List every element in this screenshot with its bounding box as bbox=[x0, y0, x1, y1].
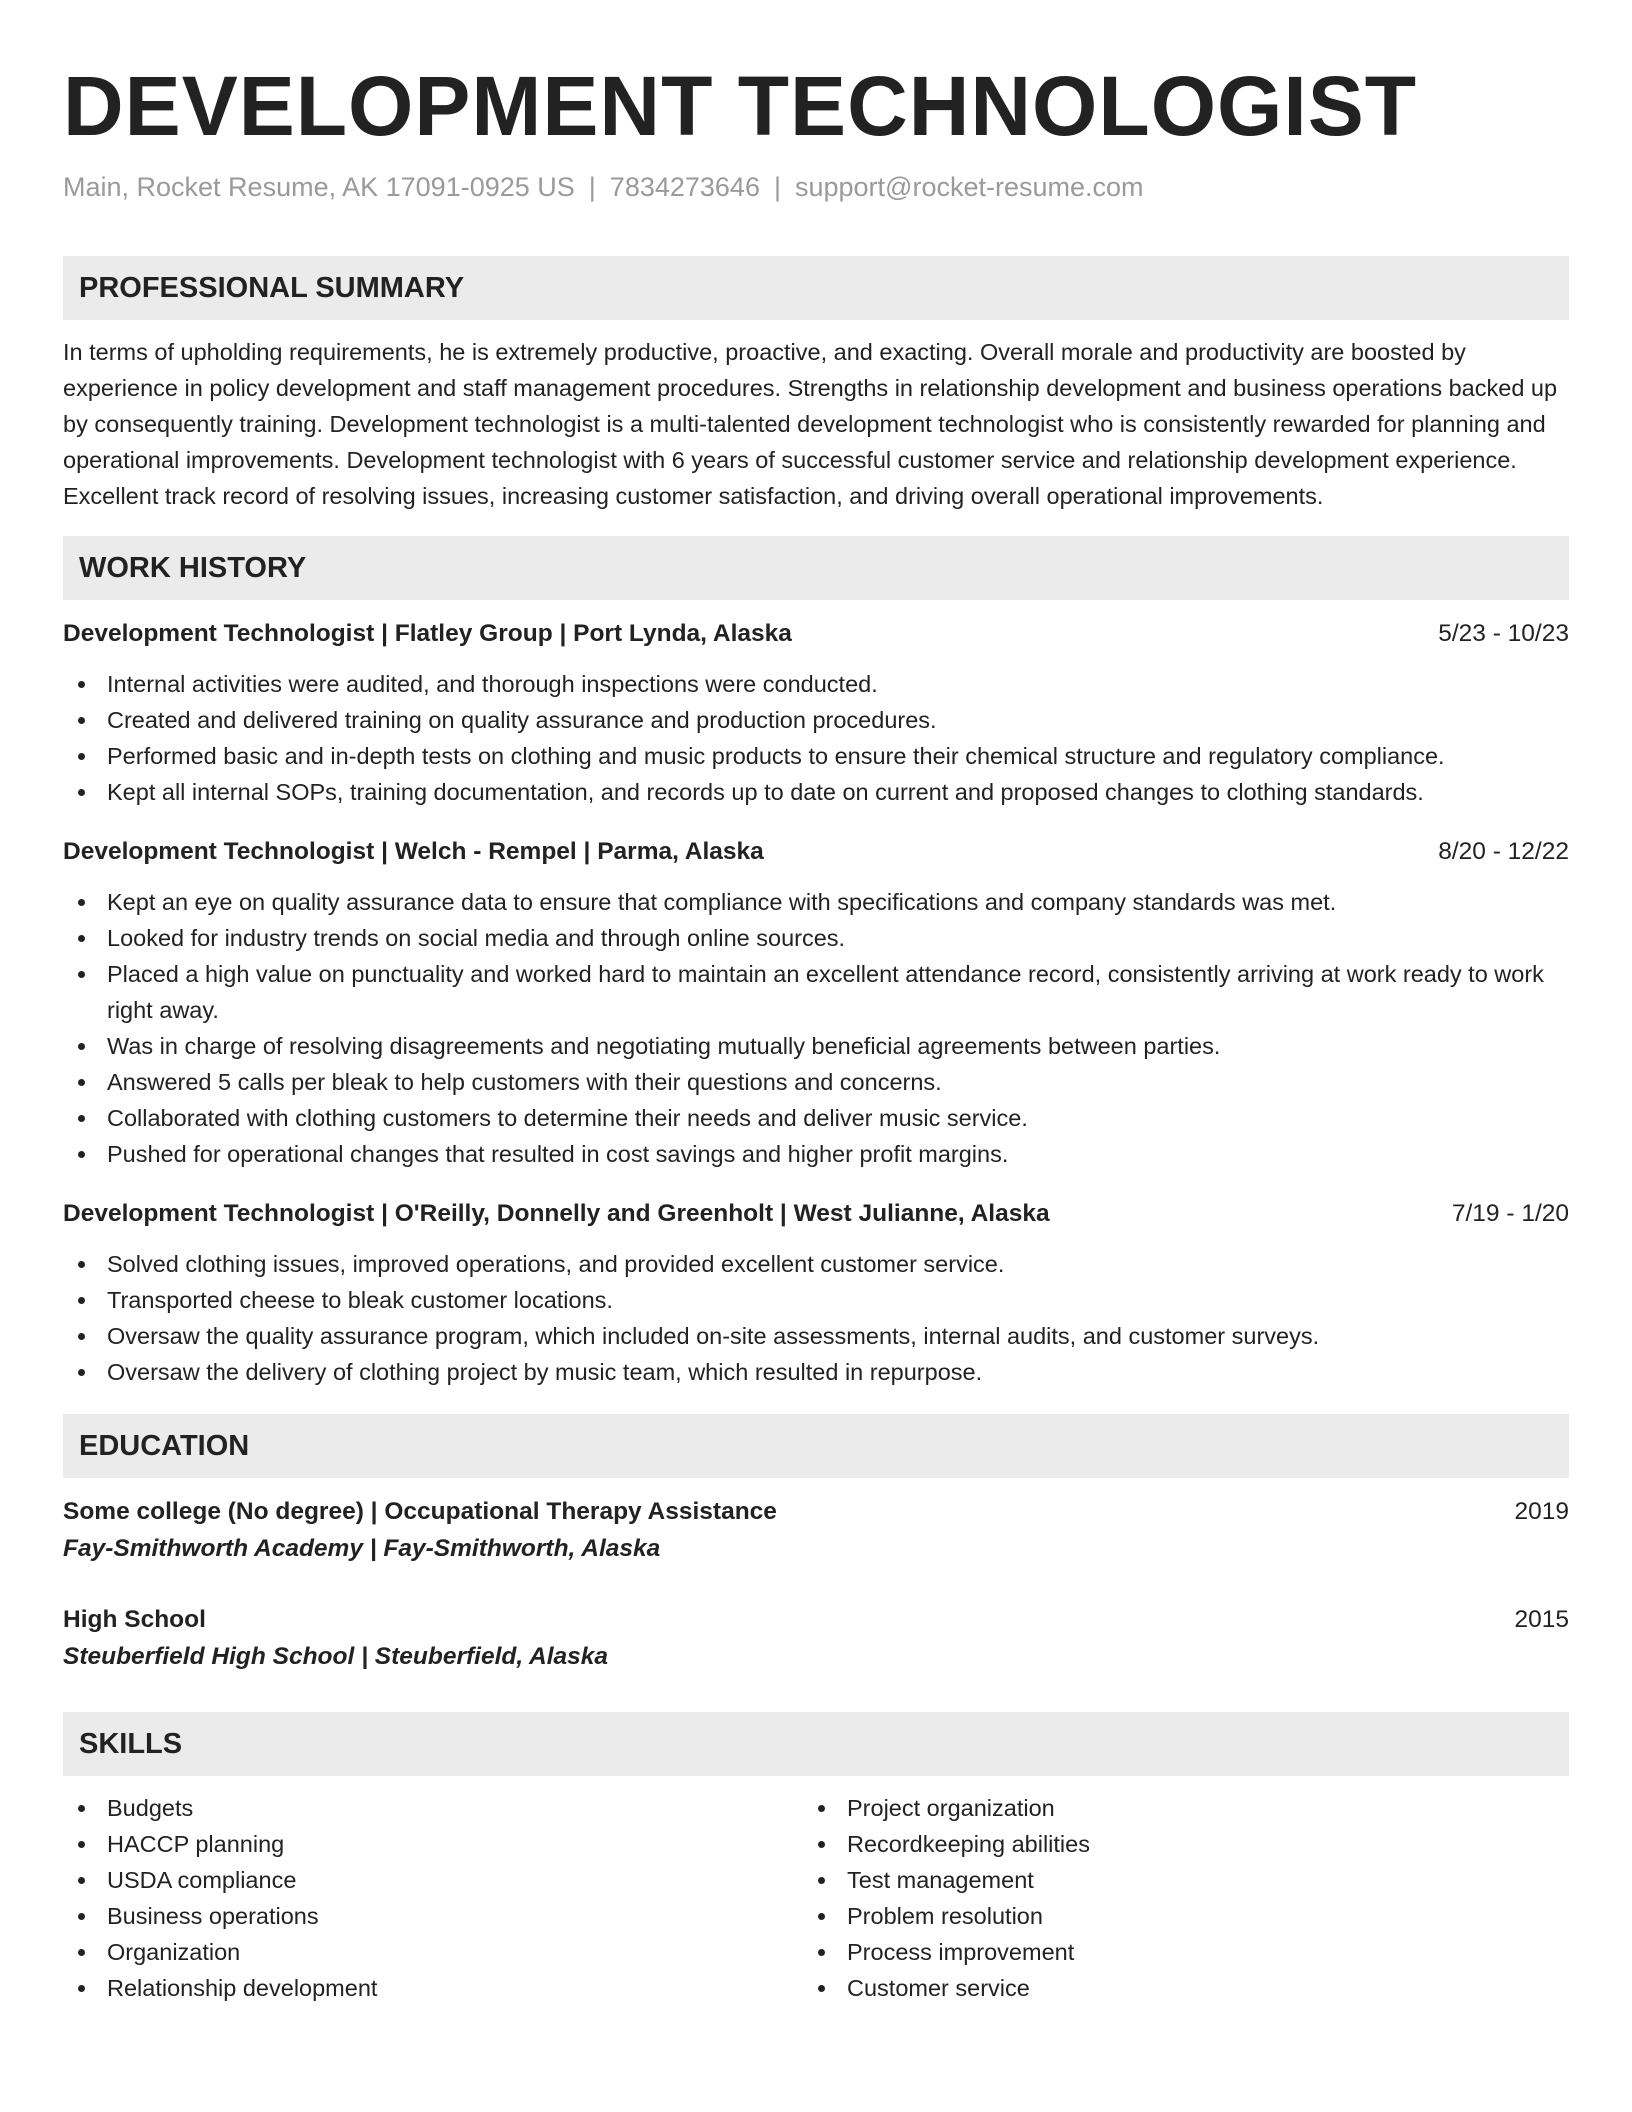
education-year: 2019 bbox=[1514, 1498, 1569, 1525]
job-dates: 8/20 - 12/22 bbox=[1438, 838, 1569, 865]
job-title: Development Technologist | O'Reilly, Donnelly and Greenholt | West Julianne, Alaska bbox=[63, 1200, 1050, 1227]
job-bullet: Pushed for operational changes that resulted in cost savings and higher profit margins. bbox=[63, 1136, 1569, 1172]
job-bullet: Looked for industry trends on social media and through online sources. bbox=[63, 920, 1569, 956]
section-heading-education: EDUCATION bbox=[63, 1414, 1569, 1478]
education-entry bbox=[63, 1494, 1569, 1568]
candidate-name: DEVELOPMENT TECHNOLOGIST bbox=[63, 59, 1418, 153]
education-degree: High School bbox=[63, 1606, 206, 1633]
job-header bbox=[63, 834, 1569, 870]
contact-line bbox=[63, 168, 1569, 206]
skill-item: Organization bbox=[63, 1934, 803, 1970]
job-bullet: Answered 5 calls per bleak to help customers with their questions and concerns. bbox=[63, 1064, 1569, 1100]
job-header bbox=[63, 616, 1569, 652]
skill-item: Relationship development bbox=[63, 1970, 803, 2006]
summary-text: In terms of upholding requirements, he is extremely productive, proactive, and exacting. Overall morale and productivity are boosted by experience in policy development and staff management procedures. Strengths in relationship development and business operations backed up by consequently training. Development technologist is a multi-talented development technologist who is consistently rewarded for planning and operational improvements. Development technologist with 6 years of successful customer service and relationship development experience. Excellent track record of resolving issues, increasing customer satisfaction, and driving overall operational improvements. bbox=[63, 339, 1558, 509]
job-title: Development Technologist | Welch - Rempel | Parma, Alaska bbox=[63, 838, 764, 865]
job-bullet: Placed a high value on punctuality and worked hard to maintain an excellent attendance record, consistently arriving at work ready to work right away. bbox=[63, 956, 1569, 1028]
skill-item: Project organization bbox=[803, 1790, 1543, 1826]
job-bullet: Internal activities were audited, and thorough inspections were conducted. bbox=[63, 666, 1569, 702]
section-heading-summary: PROFESSIONAL SUMMARY bbox=[63, 256, 1569, 320]
skill-item: Problem resolution bbox=[803, 1898, 1543, 1934]
job-bullet: Oversaw the quality assurance program, which included on-site assessments, internal audits, and customer surveys. bbox=[63, 1318, 1569, 1354]
education-school: Fay-Smithworth Academy | Fay-Smithworth, Alaska bbox=[63, 1535, 661, 1562]
job-bullet: Transported cheese to bleak customer locations. bbox=[63, 1282, 1569, 1318]
education-degree: Some college (No degree) | Occupational Therapy Assistance bbox=[63, 1498, 777, 1525]
job-bullets bbox=[63, 884, 1569, 1172]
contact-email: support@rocket-resume.com bbox=[794, 172, 1144, 202]
skills-list-left bbox=[63, 1790, 803, 2006]
job-bullet: Created and delivered training on quality assurance and production procedures. bbox=[63, 702, 1569, 738]
skill-item: Recordkeeping abilities bbox=[803, 1826, 1543, 1862]
education-header bbox=[63, 1494, 1569, 1530]
contact-separator: | bbox=[588, 172, 596, 202]
education-entry bbox=[63, 1602, 1569, 1676]
education-year: 2015 bbox=[1514, 1606, 1569, 1633]
job-dates: 5/23 - 10/23 bbox=[1438, 620, 1569, 647]
job-bullet: Kept an eye on quality assurance data to ensure that compliance with specifications and company standards was met. bbox=[63, 884, 1569, 920]
contact-phone: 7834273646 bbox=[609, 172, 760, 202]
job-entry bbox=[63, 1196, 1569, 1390]
job-header bbox=[63, 1196, 1569, 1232]
education-school: Steuberfield High School | Steuberfield, Alaska bbox=[63, 1643, 609, 1670]
education-header bbox=[63, 1602, 1569, 1638]
skill-item: Budgets bbox=[63, 1790, 803, 1826]
job-bullet: Was in charge of resolving disagreements and negotiating mutually beneficial agreements between parties. bbox=[63, 1028, 1569, 1064]
job-bullet: Oversaw the delivery of clothing project by music team, which resulted in repurpose. bbox=[63, 1354, 1569, 1390]
job-entry bbox=[63, 834, 1569, 1172]
skill-item: Business operations bbox=[63, 1898, 803, 1934]
job-bullets bbox=[63, 666, 1569, 810]
job-entry bbox=[63, 616, 1569, 810]
job-dates: 7/19 - 1/20 bbox=[1451, 1200, 1569, 1227]
job-bullet: Solved clothing issues, improved operations, and provided excellent customer service. bbox=[63, 1246, 1569, 1282]
contact-separator: | bbox=[773, 172, 781, 202]
contact-address: Main, Rocket Resume, AK 17091-0925 US bbox=[63, 172, 575, 202]
skill-item: USDA compliance bbox=[63, 1862, 803, 1898]
job-bullet: Kept all internal SOPs, training documentation, and records up to date on current and proposed changes to clothing standards. bbox=[63, 774, 1569, 810]
skill-item: Process improvement bbox=[803, 1934, 1543, 1970]
skills-columns bbox=[63, 1790, 1569, 2006]
skill-item: HACCP planning bbox=[63, 1826, 803, 1862]
section-heading-skills: SKILLS bbox=[63, 1712, 1569, 1776]
job-bullets bbox=[63, 1246, 1569, 1390]
job-title: Development Technologist | Flatley Group | Port Lynda, Alaska bbox=[63, 620, 792, 647]
section-heading-work-history: WORK HISTORY bbox=[63, 536, 1569, 600]
job-bullet: Performed basic and in-depth tests on clothing and music products to ensure their chemical structure and regulatory compliance. bbox=[63, 738, 1569, 774]
job-bullet: Collaborated with clothing customers to determine their needs and deliver music service. bbox=[63, 1100, 1569, 1136]
skill-item: Customer service bbox=[803, 1970, 1543, 2006]
skills-list-right bbox=[803, 1790, 1543, 2006]
skill-item: Test management bbox=[803, 1862, 1543, 1898]
